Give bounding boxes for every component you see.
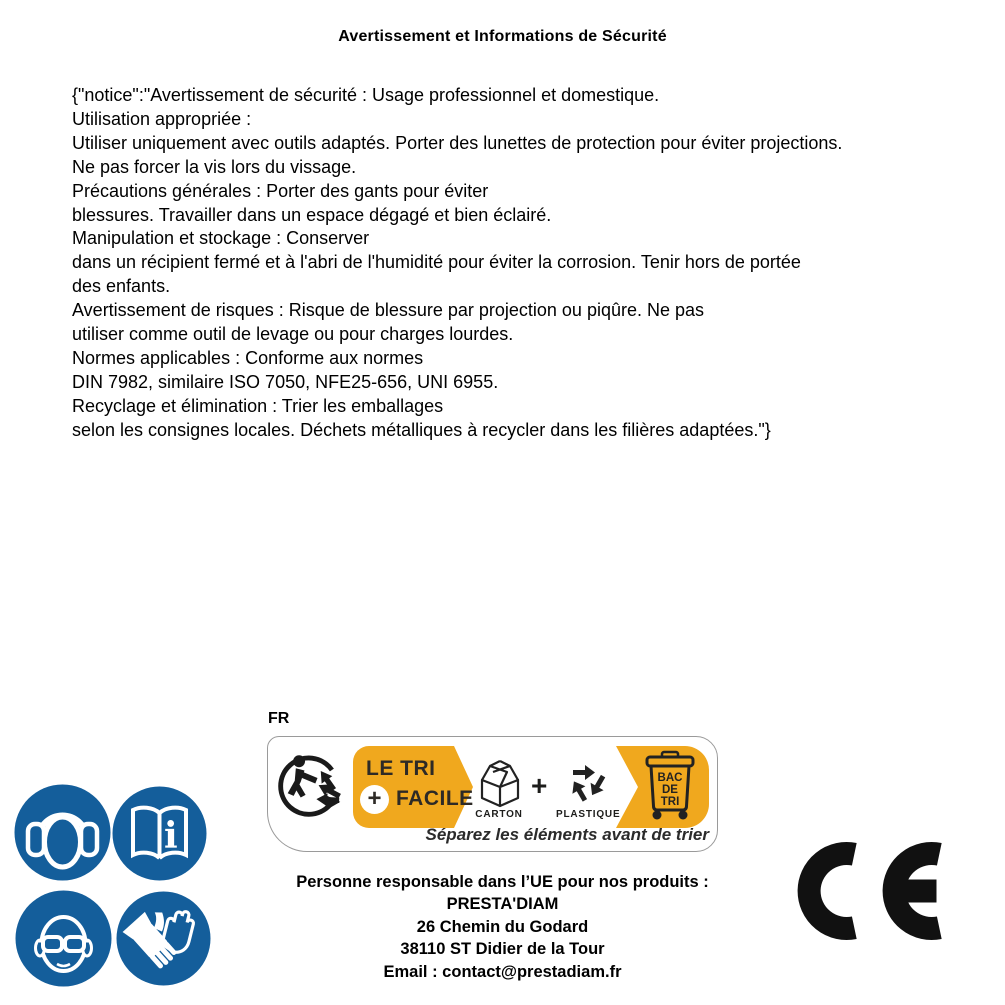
read-manual-icon	[112, 786, 207, 886]
company-name: PRESTA'DIAM	[446, 895, 559, 914]
carton-label: CARTON	[475, 809, 523, 820]
notice-line: Manipulation et stockage : Conserver	[72, 228, 370, 249]
plastique-label: PLASTIQUE	[556, 809, 621, 820]
notice-line: des enfants.	[72, 276, 171, 297]
safety-notice-text	[72, 84, 972, 443]
notice-line: Précautions générales : Porter des gants pour éviter	[72, 180, 489, 201]
plastic-recycling-icon	[565, 760, 609, 809]
notice-line: utiliser comme outil de levage ou pour charges lourdes.	[72, 324, 514, 345]
plus-sign: +	[531, 770, 548, 801]
address-street: 26 Chemin du Godard	[416, 917, 589, 936]
notice-line: blessures. Travailler dans un espace dégagé et bien éclairé.	[72, 204, 552, 225]
address-city: 38110 ST Didier de la Tour	[400, 940, 605, 959]
wear-eye-protection-icon	[15, 890, 112, 992]
fr-country-code: FR	[268, 710, 290, 727]
wear-ear-protection-icon	[14, 784, 111, 886]
triman-icon	[276, 745, 346, 828]
eu-responsible-block	[200, 871, 805, 983]
notice-line: dans un récipient fermé et à l'abri de l'humidité pour éviter la corrosion. Tenir hors de portée	[72, 252, 801, 273]
le-tri-text: LE TRI	[366, 757, 436, 780]
notice-line: Recyclage et élimination : Trier les emballages	[72, 395, 444, 416]
recycling-sorting-label	[267, 736, 718, 852]
facile-text: FACILE	[396, 787, 474, 810]
notice-line: Normes applicables : Conforme aux normes	[72, 347, 424, 368]
svg-text:BAC: BAC	[657, 772, 683, 784]
notice-line: Utiliser uniquement avec outils adaptés. Porter des lunettes de protection pour éviter projections.	[72, 132, 843, 153]
sorting-bin-icon	[645, 750, 695, 829]
notice-line: {"notice":"Avertissement de sécurité : Usage professionnel et domestique.	[72, 85, 660, 105]
notice-line: Avertissement de risques : Risque de blessure par projection ou piqûre. Ne pas	[72, 300, 705, 321]
wear-gloves-icon	[116, 891, 211, 991]
sorting-tagline: Séparez les éléments avant de trier	[425, 825, 709, 844]
ce-mark	[795, 840, 960, 947]
notice-line: DIN 7982, similaire ISO 7050, NFE25-656, UNI 6955.	[72, 371, 499, 392]
carton-box-icon	[473, 757, 527, 814]
facile-row	[360, 784, 474, 814]
notice-line: selon les consignes locales. Déchets métalliques à recycler dans les filières adaptées."}	[72, 419, 771, 440]
svg-text:i: i	[164, 815, 178, 857]
plus-circle-icon: +	[360, 785, 389, 814]
svg-text:DE: DE	[662, 784, 678, 796]
yellow-band	[353, 746, 709, 828]
notice-line: Utilisation appropriée :	[72, 108, 252, 129]
page-title: Avertissement et Informations de Sécurité	[338, 28, 667, 45]
notice-line: Ne pas forcer la vis lors du vissage.	[72, 156, 357, 177]
contact-email: Email : contact@prestadiam.fr	[383, 962, 622, 981]
responsible-intro: Personne responsable dans l’UE pour nos produits :	[296, 873, 709, 891]
svg-text:TRI: TRI	[660, 796, 680, 808]
